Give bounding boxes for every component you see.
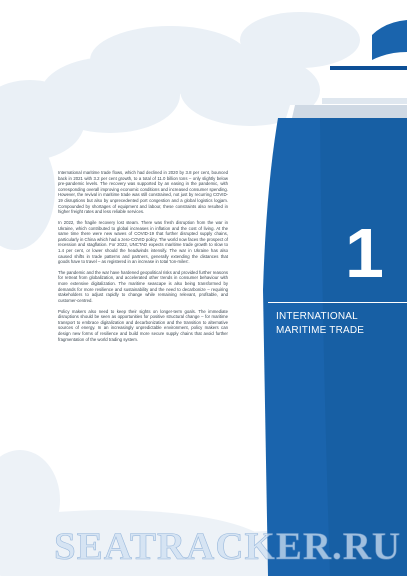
chapter-number: 1	[345, 214, 384, 292]
paragraph-1: International maritime trade flows, which had declined in 2020 by 3.8 per cent, bounced back in 2021 with 3.2 per cent growth, to a total of 11.0 billion tons – only slightly below pre-pandemic levels. The recovery was supported by an easing in the pandemic, with corresponding overall improving economic conditions and increased consumer spending. However, the revival in maritime trade was still constrained, not just by recurring COVID-19 disruptions but also by unprecedented port congestion and a global logistics logjam. Compounded by shortages of equipment and labour, these constraints also resulted in higher freight rates and less reliable services.	[58, 170, 228, 215]
ship-bow	[262, 105, 407, 576]
chapter-divider	[268, 302, 407, 303]
chapter-title-line-2: MARITIME TRADE	[276, 325, 365, 336]
paragraph-3: The pandemic and the war have hardened geopolitical risks and provided further reasons for retreat from globalization, and accelerated other trends in consumer behaviour with more extensive digitalization. The maritime seascape is also being transformed by demands for more resilience and sustainability and the need to decarbonize – requiring stakeholders to adjust rapidly to change while remaining relevant, profitable, and customer-centred.	[58, 269, 228, 303]
body-text	[58, 170, 228, 347]
ship-deckhouse	[322, 66, 407, 106]
paragraph-4: Policy makers also need to keep their sights on longer-term goals. The immediate disruptions should be seen as opportunities for positive structural change – for maritime transport to embrace digitalization and decarbonization and the transition to alternative sources of energy. In an increasingly unpredictable environment, policy makers can design new forms of resilience and build more secure supply chains that avoid further fragmentation of the world trading system.	[58, 308, 228, 342]
paragraph-2: In 2022, the fragile recovery lost steam. There was fresh disruption from the war in Ukraine, which contributed to global increases in inflation and the cost of living. At the same time there were new waves of COVID-19 that further disrupted supply chains, particularly in China which had a zero-COVID policy. The world now faces the prospect of recession and stagflation. For 2022, UNCTAD expects maritime trade growth to slow to 1.4 per cent, or lower should the headwinds intensify. The war in Ukraine has also caused shifts in trade patterns and partners, generally extending the distances that goods have to travel – as registered in an increase in total 'ton-miles'.	[58, 219, 228, 265]
chapter-title-line-1: INTERNATIONAL	[276, 311, 358, 322]
chapter-title	[276, 310, 401, 338]
watermark: SEATRACKER.RU	[54, 525, 402, 568]
